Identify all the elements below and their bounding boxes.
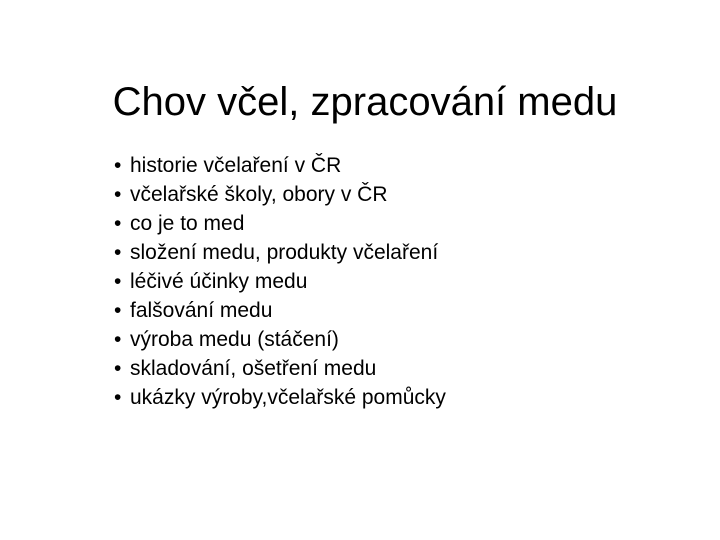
- bullet-list: [114, 151, 502, 412]
- bullet-item: • léčivé účinky medu: [114, 267, 502, 296]
- bullet-item: • falšování medu: [114, 296, 502, 325]
- bullet-item: • historie včelaření v ČR: [114, 151, 502, 180]
- bullet-item: • výroba medu (stáčení): [114, 325, 502, 354]
- bullet-item: • včelařské školy, obory v ČR: [114, 180, 502, 209]
- bullet-item: • co je to med: [114, 209, 502, 238]
- bullet-item: • ukázky výroby,včelařské pomůcky: [114, 383, 502, 412]
- bullet-item: • složení medu, produkty včelaření: [114, 238, 502, 267]
- bullet-item: • skladování, ošetření medu: [114, 354, 502, 383]
- slide-title: Chov včel, zpracování medu: [112, 80, 618, 124]
